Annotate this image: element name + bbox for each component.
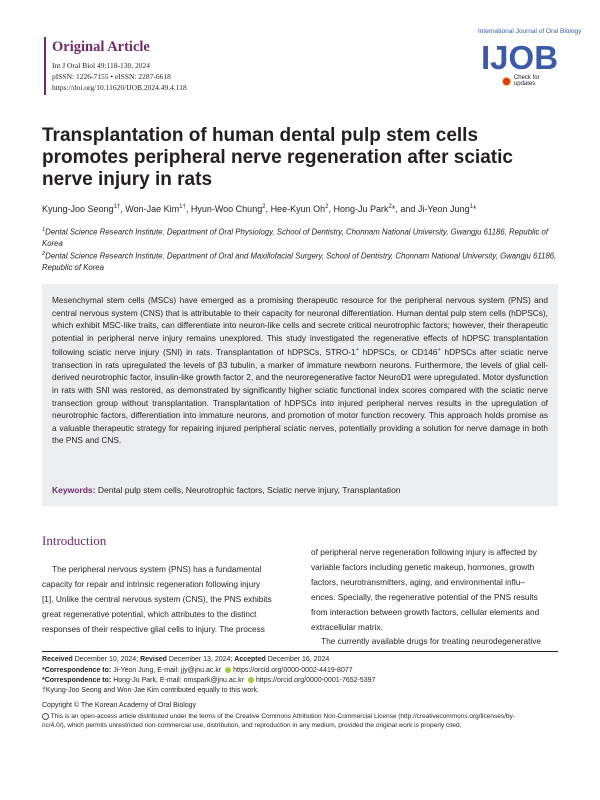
svg-text:IJOB: IJOB bbox=[481, 39, 559, 74]
check-updates-icon bbox=[502, 77, 511, 86]
check-updates-label: Check for updates bbox=[513, 75, 540, 87]
orcid-link[interactable]: https://orcid.org/0000-0002-4419-8077 bbox=[233, 667, 353, 674]
text-line: ences. Specially, the regenerative potential of the PNS results bbox=[311, 591, 538, 602]
creative-commons-icon bbox=[42, 713, 49, 720]
author[interactable]: Kyung-Joo Seong$^{1\dagger}$ bbox=[42, 204, 121, 214]
abstract: Mesenchymal stem cells (MSCs) have emerged as a promising therapeutic resource for the peripheral nervous system (PNS) and central nervous system (CNS) that is attributable to their capacity for neuronal differentiation. Human dental pulp stem cells (hDPSCs), which exhibit MSC-like traits, can differentiate into neuron-like cells and secrete critical neurotrophic factors; however, their therapeutic potential in peripheral nerve injury remains unexplored. This study investigated the regenerative effects of hDPSC transplantation following sciatic nerve injury (SNI) in rats. Transplantation of hDPSCs, STRO-1+ hDPSCs, or CD146+ hDPSCs after sciatic nerve transection in rats upregulated the levels of β3 tubulin, a marker of immature newborn neurons. Furthermore, the levels of glial cell-derived neurotrophic factor, insulin-like growth factor 2, and the neuroregenerative factor NeuroD1 were upregulated. Motor dysfunction in rats with SNI was restored, as demonstrated by significantly higher sciatic functional index scores compared with the sciatic nerve transection group without transplantation. Transplantation of hDPSCs into injured peripheral nerves results in the upregulation of neurotrophic factors, differentiation into immature neurons, and promotion of motor function recovery. This approach holds promise as a valuable therapeutic strategy for repairing injured peripheral sciatic nerves, potentially providing a solution for nerve damage in both the PNS and CNS. bbox=[52, 295, 548, 446]
license-line: This is an open-access article distributed under the terms of the Creative Commons Attribution Non-Commercial License (http://creativecommons.org/licenses/by- bbox=[42, 713, 515, 720]
text-line: extracellular matrix. bbox=[311, 621, 383, 632]
text-line: responses of their respective glial cells to injury. The process bbox=[42, 623, 265, 634]
author[interactable]: Hong-Ju Park$^2$ bbox=[333, 204, 392, 214]
author[interactable]: Ji-Yeon Jung$^1$ bbox=[417, 204, 473, 214]
article-title: Transplantation of human dental pulp stem cells promotes peripheral nerve regeneration after sciatic nerve injury in rats bbox=[42, 125, 513, 190]
copyright: Copyright © The Korean Academy of Oral Biology bbox=[42, 702, 197, 709]
intro-right-column bbox=[311, 545, 558, 649]
keywords-label: Keywords: bbox=[52, 485, 96, 495]
affiliation: $^1$Dental Science Research Institute, Department of Oral Physiology, School of Dentistry, Chonnam National University, Gwangju 61186, Republic of Korea bbox=[42, 227, 549, 248]
text-line: from interaction between growth factors, cellular elements and bbox=[311, 606, 540, 617]
journal-name: International Journal of Oral Biology bbox=[478, 28, 582, 35]
keywords-text: Dental pulp stem cells, Neurotrophic factors, Sciatic nerve injury, Transplantation bbox=[97, 485, 401, 495]
orcid-icon bbox=[248, 677, 254, 683]
text-line: great regenerative potential, which attributes to the distinct bbox=[42, 608, 257, 619]
text-line: The currently available drugs for treating neurodegenerative bbox=[321, 636, 541, 647]
orcid-link[interactable]: https://orcid.org/0000-0001-7652-5397 bbox=[255, 677, 376, 684]
check-for-updates-button[interactable] bbox=[502, 75, 562, 87]
author[interactable]: Won-Jae Kim$^{1\dagger}$ bbox=[125, 204, 186, 214]
author-list: Kyung-Joo Seong$^{1\dagger}$, Won-Jae Kim$^{1\dagger}$, Hyun-Woo Chung$^2$, Hee-Kyun Oh$^2$, Hong-Ju Park$^2$*, and Ji-Yeon Jung$^1$* bbox=[42, 204, 477, 214]
text-line: factors, neurotransmitters, aging, and environmental influ– bbox=[311, 576, 525, 587]
section-heading-introduction: Introduction bbox=[42, 533, 107, 548]
equal-contribution-note: †Kyung-Joo Seong and Won-Jae Kim contributed equally to this work. bbox=[42, 687, 259, 694]
text-line: capacity for repair and intrinsic regeneration following injury bbox=[42, 578, 261, 589]
doi-link[interactable]: https://doi.org/10.11620/IJOB.2024.49.4.118 bbox=[52, 83, 187, 92]
keywords bbox=[52, 485, 401, 495]
correspondence-1: *Correspondence to: Ji-Yeon Jung, E-mail: jjy@jnu.ac.kr https://orcid.org/0000-0002-4419-8077 bbox=[42, 667, 353, 674]
orcid-icon bbox=[225, 667, 231, 673]
license-line: nc/4.0/), which permits unrestricted non-commercial use, distribution, and reproduction in any medium, provided the original work is properly cited. bbox=[42, 722, 462, 729]
correspondence-2: *Correspondence to: Hong-Ju Park, E-mail: omspark@jnu.ac.kr https://orcid.org/0000-0001-7652-5397 bbox=[42, 677, 376, 684]
text-line: The peripheral nervous system (PNS) has a fundamental bbox=[52, 564, 262, 574]
citation: Int J Oral Biol 49:118-130, 2024 bbox=[52, 61, 151, 70]
journal-logo bbox=[480, 38, 560, 74]
affiliation: $^2$Dental Science Research Institute, Department of Oral and Maxillofacial Surgery, School of Dentistry, Chonnam National University, Gwangju 61186, Republic of Korea bbox=[42, 251, 557, 272]
article-type: Original Article bbox=[52, 39, 150, 55]
footer-rule bbox=[42, 651, 558, 652]
dates-line: Received December 10, 2024; Revised December 13, 2024; Accepted December 16, 2024 bbox=[42, 656, 330, 663]
text-line: variable factors including genetic makeup, hormones, growth bbox=[311, 561, 535, 572]
text-line: of peripheral nerve regeneration following injury is affected by bbox=[311, 547, 537, 557]
text-line: [1]. Unlike the central nervous system (CNS), the PNS exhibits bbox=[42, 593, 272, 604]
author[interactable]: Hee-Kyun Oh$^2$ bbox=[270, 204, 329, 214]
author[interactable]: Hyun-Woo Chung$^2$ bbox=[190, 204, 266, 214]
intro-left-column bbox=[42, 562, 288, 637]
header-accent-bar bbox=[44, 37, 46, 95]
issn: pISSN: 1226-7155 • eISSN: 2287-6618 bbox=[52, 72, 171, 81]
